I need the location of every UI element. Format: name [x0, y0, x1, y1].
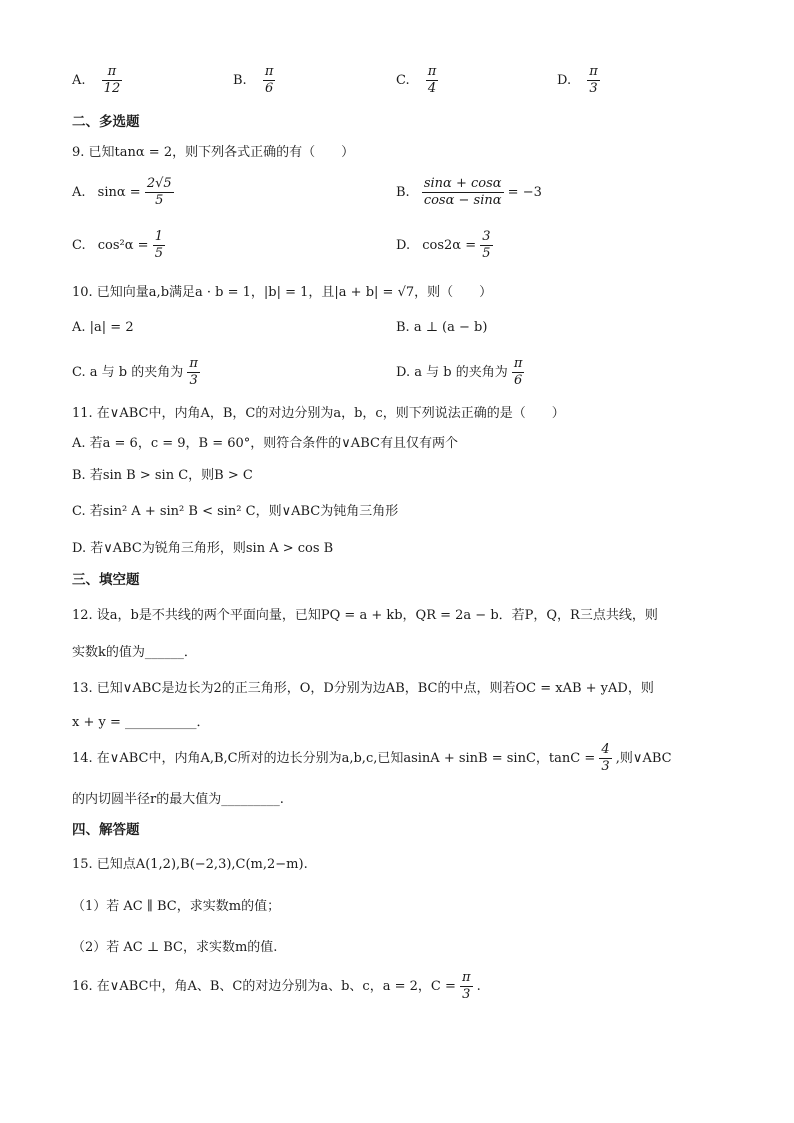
- q15-part2: （2）若 AC ⊥ BC，求实数m的值.: [72, 940, 278, 955]
- q15-part1: （1）若 AC ∥ BC，求实数m的值；: [72, 899, 281, 914]
- q10-option-d: D. a 与 b 的夹角为 $\frac{\pi}{6}$: [396, 356, 523, 388]
- q15-stem: 15. 已知点A(1,2),B(−2,3),C(m,2−m).: [72, 857, 308, 872]
- q10-option-c: C. a 与 b 的夹角为 $\frac{\pi}{3}$: [72, 356, 198, 388]
- q11-option-a: A. 若a = 6，c = 9，B = 60°，则符合条件的∨ABC有且仅有两个: [72, 436, 458, 451]
- fraction: $\frac{\pi}{3}$: [589, 64, 598, 96]
- q14-line1: 14. 在∨ABC中，内角A,B,C所对的边长分别为a,b,c,已知asinA + sinB = sinC，tanC = $\frac{4}{3}$ ,则∨ABC: [72, 742, 672, 774]
- fraction: $\frac{\sin\alpha + \cos\alpha}{\cos\alpha - \sin\alpha}$: [423, 176, 502, 208]
- fraction: $\frac{\pi}{6}$: [513, 356, 523, 388]
- fraction: $\frac{\pi}{12}$: [103, 64, 121, 96]
- q10-option-b: B. a ⊥ (a − b): [396, 320, 488, 335]
- fraction: $\frac{\pi}{4}$: [427, 64, 437, 96]
- section-heading-answer: 四、解答题: [72, 822, 140, 838]
- q10-option-a: A. |a| = 2: [72, 320, 134, 335]
- q9-option-b: B. $\frac{\sin\alpha + \cos\alpha}{\cos\alpha - \sin\alpha}$ = −3: [396, 176, 542, 208]
- section-heading-fill: 三、填空题: [72, 572, 140, 588]
- q8-option-c: [396, 64, 438, 97]
- q9-option-c: C. cos²α = $\frac{1}{5}$: [72, 229, 163, 261]
- q12-line1: 12. 设a，b是不共线的两个平面向量，已知PQ = a + kb，QR = 2a − b．若P，Q，R三点共线，则: [72, 608, 658, 623]
- q16-stem: 16. 在∨ABC中，角A、B、C的对边分别为a、b、c，a = 2，C = $\frac{\pi}{3}$ .: [72, 970, 481, 1002]
- q14-line2: 的内切圆半径r的最大值为_________.: [72, 792, 284, 807]
- fraction: $\frac{3}{5}$: [482, 229, 491, 261]
- fraction: $\frac{1}{5}$: [154, 229, 163, 261]
- q9-option-d: D. cos2α = $\frac{3}{5}$: [396, 229, 491, 261]
- q12-line2: 实数k的值为______．: [72, 645, 197, 660]
- q8-option-d: [557, 64, 600, 97]
- option-label: C.: [396, 73, 410, 88]
- q11-stem: 11. 在∨ABC中，内角A，B，C的对边分别为a，b，c，则下列说法正确的是（ ）: [72, 406, 565, 421]
- q13-line1: 13. 已知∨ABC是边长为2的正三角形，O，D分别为边AB，BC的中点，则若OC = xAB + yAD，则: [72, 681, 654, 696]
- q8-option-b: [233, 64, 275, 97]
- option-label: D.: [557, 73, 572, 88]
- q11-option-b: B. 若sin B > sin C，则B > C: [72, 468, 253, 483]
- fraction: $\frac{2√5}{5}$: [146, 176, 172, 208]
- option-label: B.: [233, 73, 247, 88]
- fraction: $\frac{\pi}{3}$: [189, 356, 198, 388]
- q13-line2: x + y = ___________．: [72, 715, 210, 730]
- option-label: A.: [72, 73, 86, 88]
- q9-option-a: A. sinα = $\frac{2√5}{5}$: [72, 176, 172, 208]
- fraction: $\frac{\pi}{3}$: [461, 970, 471, 1002]
- q11-option-c: C. 若sin² A + sin² B < sin² C，则∨ABC为钝角三角形: [72, 504, 399, 519]
- q9-stem: 9. 已知tanα = 2，则下列各式正确的有（ ）: [72, 145, 355, 160]
- fraction: $\frac{4}{3}$: [601, 742, 610, 774]
- q11-option-d: D. 若∨ABC为锐角三角形，则sin A > cos B: [72, 541, 334, 556]
- fraction: $\frac{\pi}{6}$: [264, 64, 274, 96]
- section-heading-multi: 二、多选题: [72, 114, 140, 130]
- q8-option-a: [72, 64, 122, 97]
- q10-stem: 10. 已知向量a,b满足a · b = 1，|b| = 1，且|a + b| = √7，则（ ）: [72, 285, 493, 300]
